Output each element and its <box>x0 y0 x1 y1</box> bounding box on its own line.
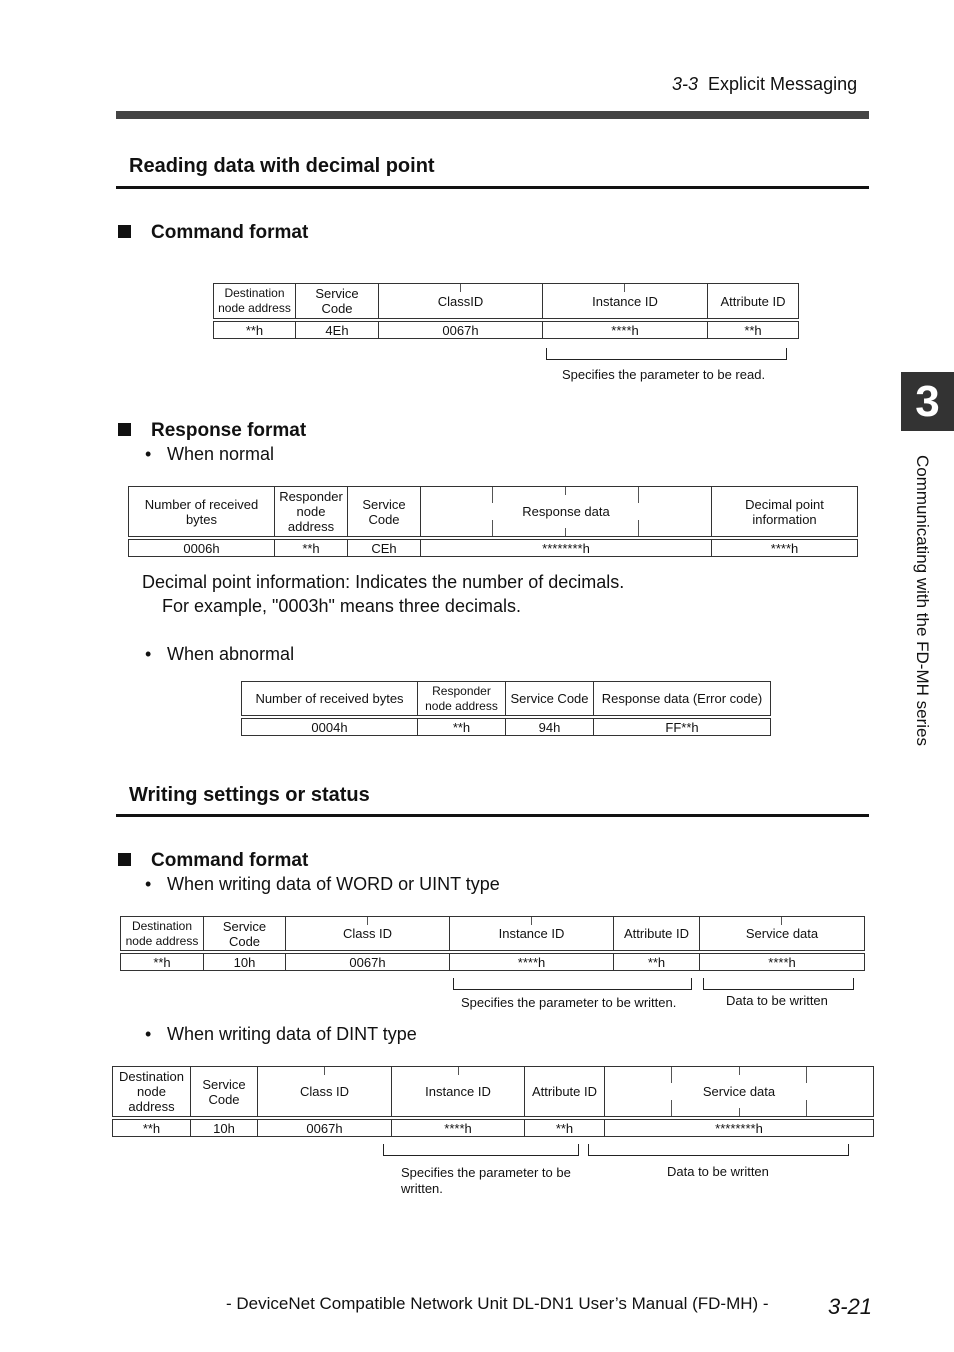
footer-manual-title: - DeviceNet Compatible Network Unit DL-DN1 User’s Manual (FD-MH) - <box>226 1294 769 1313</box>
bracket-read-param <box>546 348 787 360</box>
val-attribute-id: **h <box>708 322 799 339</box>
response-normal-table <box>128 486 858 557</box>
header-rule <box>116 111 869 119</box>
section-title: Explicit Messaging <box>708 74 858 94</box>
val-decimal-point: ****h <box>712 540 858 557</box>
col-instance-id: Instance ID <box>450 917 614 951</box>
note-write-data: Data to be written <box>726 993 828 1008</box>
col-service-data: Service data <box>605 1067 874 1117</box>
section-number: 3-3 <box>672 74 699 94</box>
square-bullet-icon <box>118 853 131 866</box>
val-instance-id: ****h <box>450 954 614 971</box>
read-command-table <box>213 283 799 339</box>
val-service-code: 94h <box>506 719 594 736</box>
col-responder-address: Responder node address <box>418 682 506 716</box>
val-service-code: 10h <box>204 954 286 971</box>
col-received-bytes: Number of received bytes <box>129 487 275 537</box>
byte-tick <box>565 528 566 536</box>
val-class-id: 0067h <box>379 322 543 339</box>
note-write-data: Data to be written <box>667 1164 769 1179</box>
val-destination: **h <box>214 322 296 339</box>
chapter-tab: 3 <box>901 372 954 431</box>
byte-tick <box>781 917 782 925</box>
val-class-id: 0067h <box>258 1120 392 1137</box>
col-class-id: Class ID <box>286 917 450 951</box>
running-header <box>672 74 857 95</box>
val-responder-address: **h <box>275 540 348 557</box>
col-destination: Destination node address <box>214 284 296 319</box>
val-instance-id: ****h <box>392 1120 525 1137</box>
val-service-code: CEh <box>348 540 421 557</box>
decimal-note-line2: For example, "0003h" means three decimals. <box>162 596 521 616</box>
col-attribute-id: Attribute ID <box>708 284 799 319</box>
response-abnormal-table <box>241 681 771 736</box>
bracket-write-param <box>383 1144 579 1156</box>
command-format-heading-2: Command format <box>118 850 308 872</box>
col-service-code: Service Code <box>204 917 286 951</box>
col-service-code: Service Code <box>296 284 379 319</box>
val-response-data: ********h <box>421 540 712 557</box>
bullet-when-normal: • When normal <box>145 444 275 464</box>
bullet-word-uint: • When writing data of WORD or UINT type <box>145 874 500 894</box>
val-service-data: ********h <box>605 1120 874 1137</box>
byte-tick <box>492 487 493 503</box>
col-service-code: Service Code <box>348 487 421 537</box>
val-service-data: ****h <box>700 954 865 971</box>
write-dint-table <box>112 1066 874 1137</box>
byte-tick <box>638 487 639 503</box>
val-class-id: 0067h <box>286 954 450 971</box>
val-error-code: FF**h <box>594 719 771 736</box>
col-decimal-point: Decimal point information <box>712 487 858 537</box>
val-service-code: 4Eh <box>296 322 379 339</box>
col-response-data: Response data <box>421 487 712 537</box>
val-destination: **h <box>121 954 204 971</box>
byte-tick <box>806 1067 807 1083</box>
note-read-param: Specifies the parameter to be read. <box>562 367 766 382</box>
byte-tick <box>492 520 493 536</box>
byte-tick <box>458 1067 459 1075</box>
bullet-dint: • When writing data of DINT type <box>145 1024 417 1044</box>
col-received-bytes: Number of received bytes <box>242 682 418 716</box>
val-received-bytes: 0006h <box>129 540 275 557</box>
square-bullet-icon <box>118 225 131 238</box>
response-format-heading: Response format <box>118 420 306 442</box>
val-responder-address: **h <box>418 719 506 736</box>
col-class-id: ClassID <box>379 284 543 319</box>
col-instance-id: Instance ID <box>392 1067 525 1117</box>
section-rule <box>116 186 869 189</box>
command-format-heading-1: Command format <box>118 222 308 244</box>
chapter-vertical-title: Communicating with the FD-MH series <box>913 455 932 746</box>
bracket-write-data <box>703 978 854 990</box>
col-service-data: Service data <box>700 917 865 951</box>
byte-tick <box>565 487 566 495</box>
byte-tick <box>739 1067 740 1075</box>
bullet-when-abnormal: • When abnormal <box>145 644 295 664</box>
col-instance-id: Instance ID <box>543 284 708 319</box>
col-destination: Destination node address <box>121 917 204 951</box>
byte-tick <box>367 917 368 925</box>
note-write-param: Specifies the parameter to be written. <box>461 995 677 1010</box>
val-instance-id: ****h <box>543 322 708 339</box>
bracket-write-param <box>453 978 692 990</box>
bracket-write-data <box>588 1144 849 1156</box>
col-attribute-id: Attribute ID <box>525 1067 605 1117</box>
col-service-code: Service Code <box>191 1067 258 1117</box>
byte-tick <box>671 1067 672 1083</box>
val-received-bytes: 0004h <box>242 719 418 736</box>
section-title-reading: Reading data with decimal point <box>129 155 435 177</box>
col-class-id: Class ID <box>258 1067 392 1117</box>
note-write-param: Specifies the parameter to be written. <box>401 1165 571 1196</box>
decimal-note-line1: Decimal point information: Indicates the number of decimals. <box>142 572 625 592</box>
byte-tick <box>531 917 532 925</box>
val-attribute-id: **h <box>525 1120 605 1137</box>
section-rule <box>116 814 869 817</box>
write-word-table <box>120 916 865 971</box>
col-service-code: Service Code <box>506 682 594 716</box>
col-destination: Destination node address <box>113 1067 191 1117</box>
byte-tick <box>638 520 639 536</box>
square-bullet-icon <box>118 423 131 436</box>
val-attribute-id: **h <box>614 954 700 971</box>
page-number: 3-21 <box>828 1294 873 1319</box>
section-title-writing: Writing settings or status <box>129 784 370 806</box>
val-destination: **h <box>113 1120 191 1137</box>
byte-tick <box>739 1108 740 1116</box>
val-service-code: 10h <box>191 1120 258 1137</box>
byte-tick <box>806 1100 807 1116</box>
col-attribute-id: Attribute ID <box>614 917 700 951</box>
col-responder-address: Responder node address <box>275 487 348 537</box>
byte-tick <box>671 1100 672 1116</box>
col-response-error: Response data (Error code) <box>594 682 771 716</box>
byte-tick <box>324 1067 325 1075</box>
byte-tick <box>624 284 625 292</box>
byte-tick <box>460 284 461 292</box>
